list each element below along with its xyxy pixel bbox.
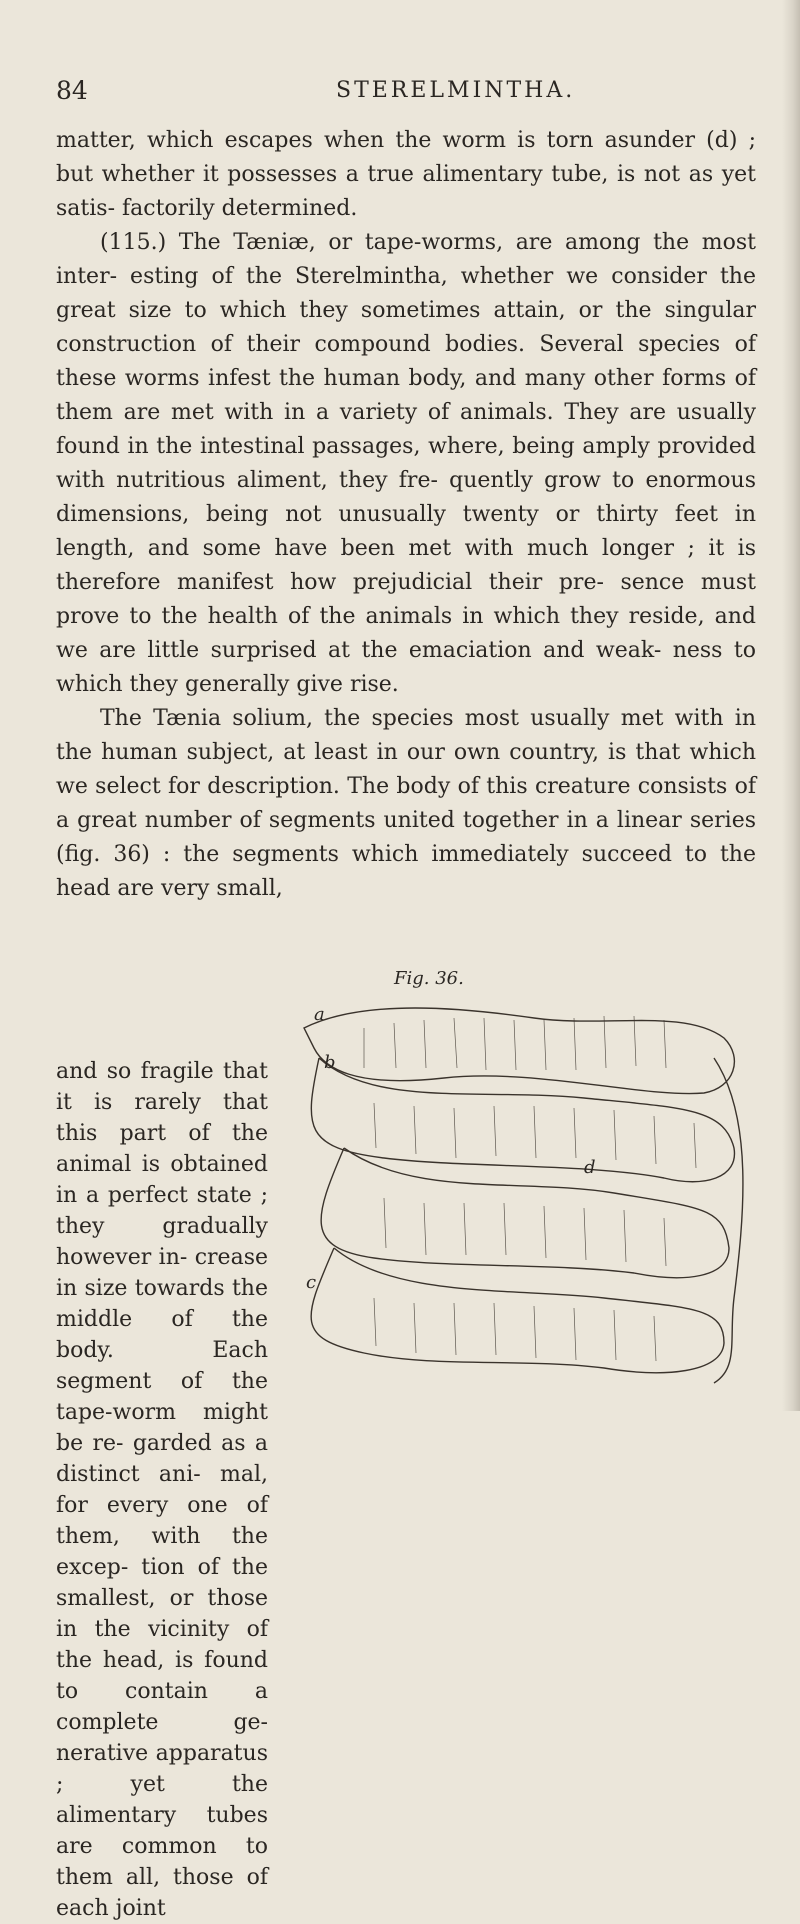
- paragraph-115: (115.) The Tæniæ, or tape-worms, are among the most inter- esting of the Sterelmintha, whether we consider the great size to which they sometimes attain, or the singular construction of their compound bodies. Several species of these worms infest the human body, and many other forms of them are met with in a variety of animals. They are usually found in the intestinal passages, where, being amply provided with nutritious aliment, they fre- quently grow to enormous dimensions, being not unusually twenty or thirty feet in length, and some have been met with much longer ; it is therefore manifest how prejudicial their pre- sence must prove to the health of the animals in which they reside, and we are little surprised at the emaciation and weak- ness to which they generally give rise.: [56, 230, 756, 697]
- paragraph-continued: matter, which escapes when the worm is torn asunder (d) ; but whether it possesses a true alimentary tube, is not as yet satis- factorily determined.: [56, 128, 756, 221]
- figure-letter-d: d: [584, 1157, 596, 1178]
- page-number: 84: [56, 76, 88, 105]
- figure-letter-c: c: [306, 1272, 317, 1293]
- worm-coil-1: [304, 1008, 734, 1094]
- figure-letter-b: b: [324, 1052, 336, 1073]
- body-text: [56, 124, 756, 906]
- figure-36: [284, 968, 754, 1398]
- worm-coil-4: [311, 1248, 724, 1373]
- page-edge-shadow: [782, 0, 800, 1411]
- figure-letter-a: a: [314, 1004, 325, 1025]
- segment-lines-4: [374, 1298, 656, 1361]
- segment-lines-1: [364, 1016, 666, 1070]
- worm-coil-3: [321, 1148, 729, 1278]
- segment-lines-3: [384, 1198, 666, 1266]
- tapeworm-illustration: [284, 998, 754, 1388]
- page-header: [56, 70, 756, 110]
- paragraph-taenia-solium: The Tænia solium, the species most usually met with in the human subject, at least in our own country, is that which we select for description. The body of this creature consists of a great number of segments united together in a linear series (fig. 36) : the segments which immediately succeed to the head are very small,: [56, 706, 756, 901]
- wrapped-paragraph: and so fragile that it is rarely that this part of the animal is obtained in a perfect state ; they gradually however in- crease in size towards the middle of the body. Each segment of the tape-worm might be re- garded as a distinct ani- mal, for every one of them, with the excep- tion of the smallest, or those in the vicinity of the head, is found to contain a complete ge- nerative apparatus ; yet the alimentary tubes are common to them all, those of each joint: [56, 1059, 268, 1921]
- running-title: STERELMINTHA.: [336, 78, 576, 103]
- text-figure-block: [56, 968, 756, 1921]
- segment-lines-2: [374, 1103, 696, 1168]
- figure-caption: Fig. 36.: [394, 968, 464, 989]
